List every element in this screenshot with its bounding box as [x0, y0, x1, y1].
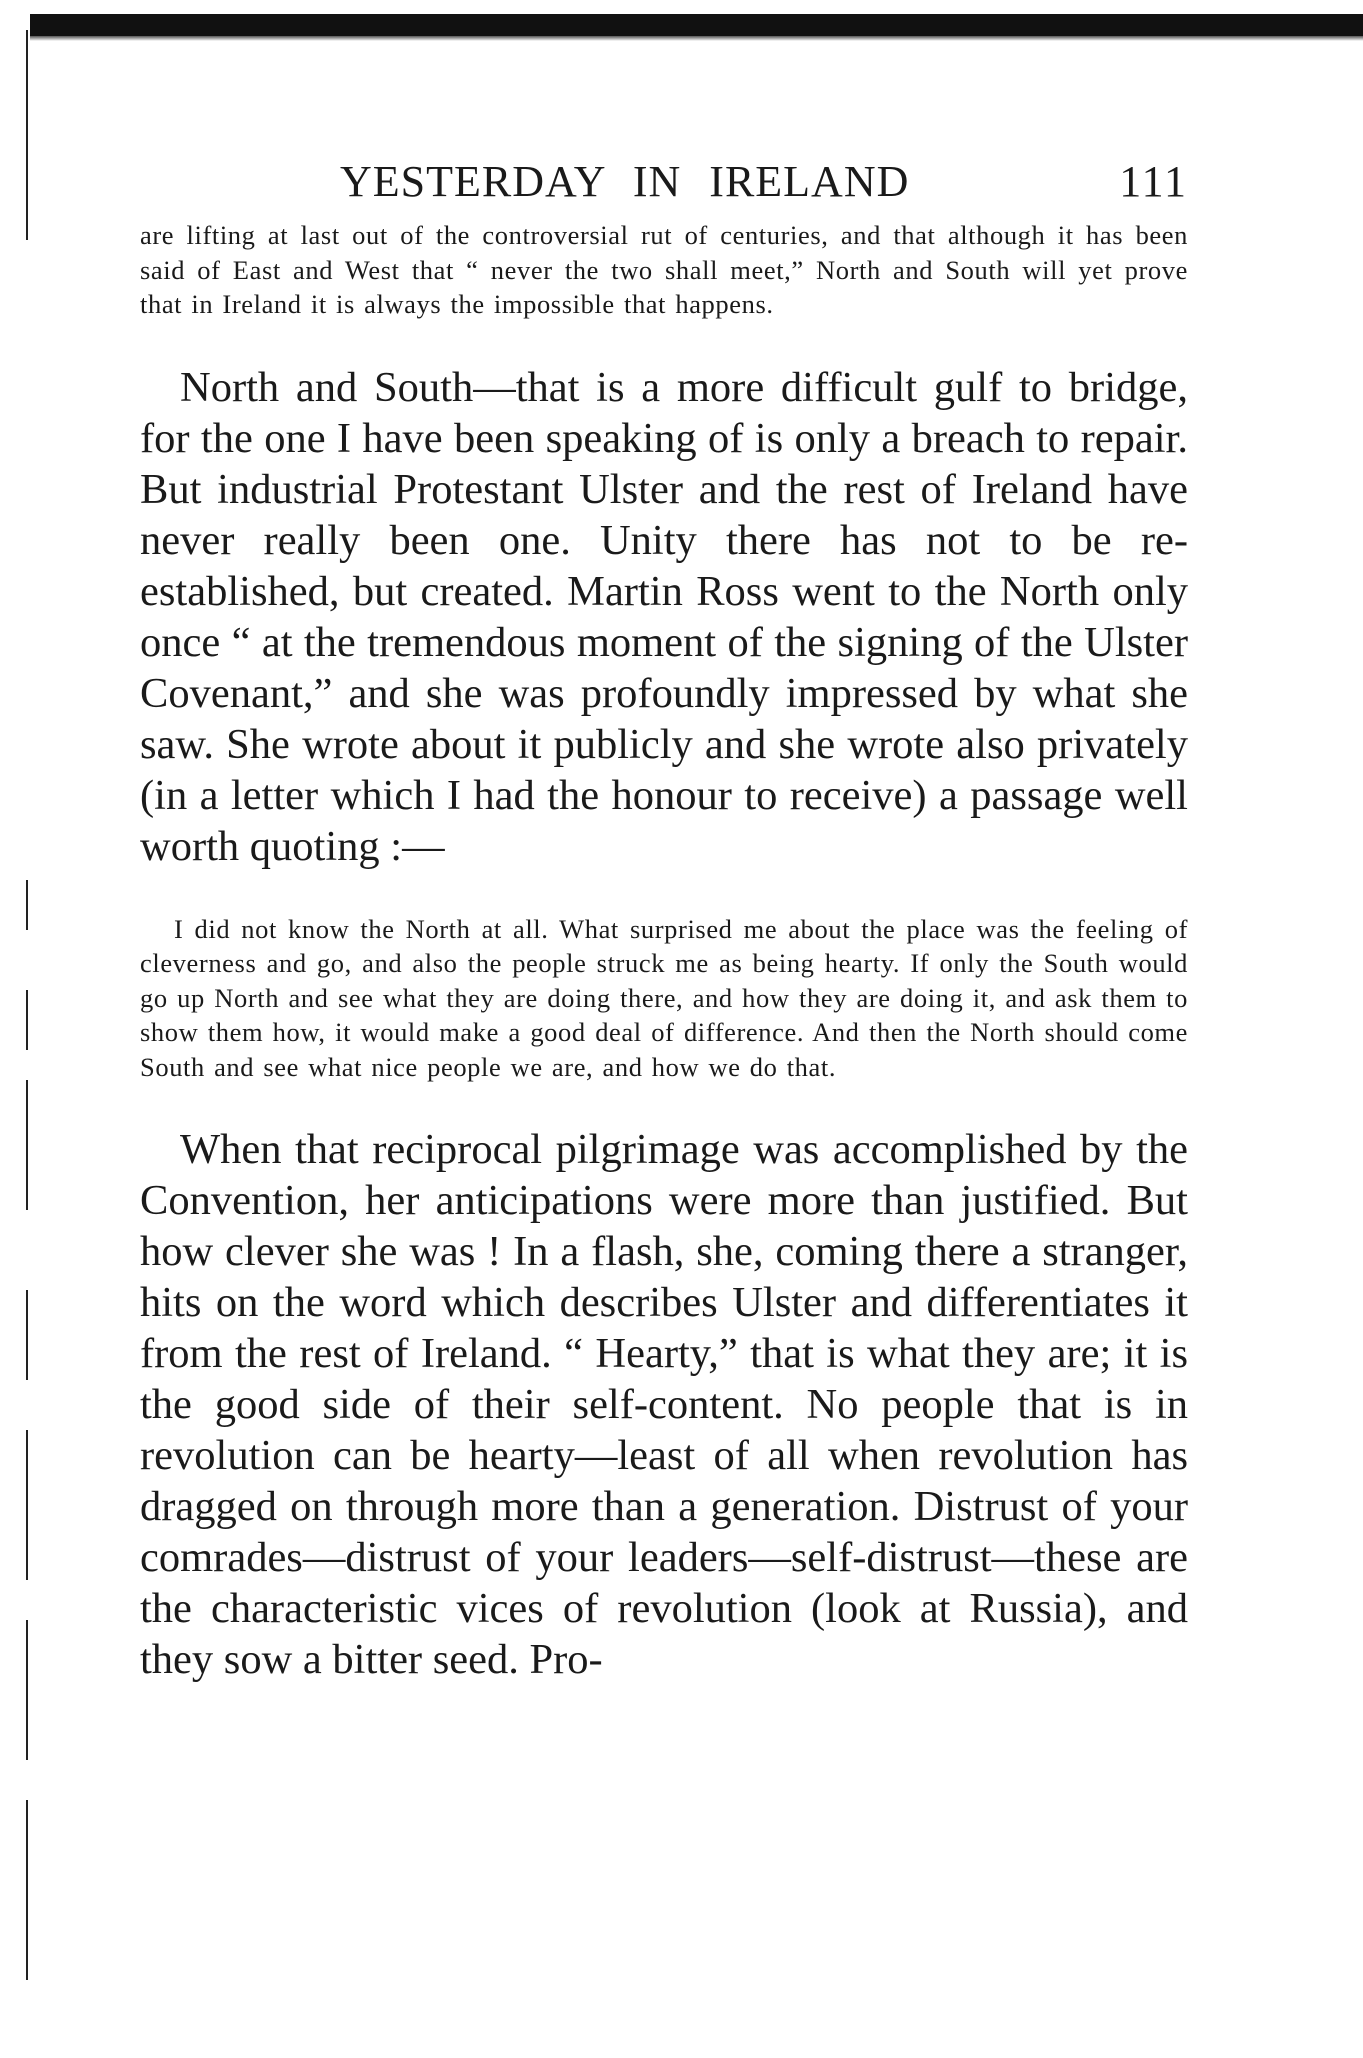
- binding-edge-mark: [26, 30, 28, 240]
- binding-edge-mark: [26, 1080, 28, 1210]
- page-number: 111: [1119, 157, 1188, 206]
- running-title: YESTERDAY IN IRELAND: [340, 157, 910, 206]
- binding-edge-mark: [26, 1430, 28, 1580]
- lead-paragraph: are lifting at last out of the controversial rut of centuries, and that although it has been said of East and West that “ never the two shall meet,” North and South will yet prove that in Ireland it is always the impossible that happens.: [140, 220, 1188, 319]
- binding-edge-mark: [26, 990, 28, 1050]
- scan-edge-shadow: [30, 36, 1363, 41]
- binding-edge-mark: [26, 1290, 28, 1380]
- page-content: [140, 150, 1188, 1685]
- running-head: [140, 150, 1188, 210]
- block-quote: I did not know the North at all. What surprised me about the place was the feeling of cleverness and go, and also the people struck me as being hearty. If only the South would go up North and see what they are doing there, and how they are doing it, and ask them to show them how, it would make a good deal of difference. And then the North should come South and see what nice people we are, and how we do that.: [140, 913, 1188, 1082]
- body-paragraph: North and South—that is a more difficult gulf to bridge, for the one I have been speaking of is only a breach to repair. But industrial Protestant Ulster and the rest of Ireland have never really been one. Unity there has not to be re-established, but created. Martin Ross went to the North only once “ at the tremendous moment of the signing of the Ulster Covenant,” and she was profoundly impressed by what she saw. She wrote about it publicly and she wrote also privately (in a letter which I had the honour to receive) a passage well worth quoting :—: [140, 363, 1188, 870]
- scan-edge-bar: [30, 14, 1363, 36]
- binding-edge-mark: [26, 1800, 28, 1980]
- binding-edge-mark: [26, 1620, 28, 1760]
- binding-edge-mark: [26, 880, 28, 930]
- body-paragraph: When that reciprocal pilgrimage was accomplished by the Convention, her anticipations were more than justified. But how clever she was ! In a flash, she, coming there a stranger, hits on the word which describes Ulster and differentiates it from the rest of Ireland. “ Hearty,” that is what they are; it is the good side of their self-content. No people that is in revolution can be hearty—least of all when revolution has dragged on through more than a generation. Distrust of your comrades—distrust of your leaders—self-distrust—these are the characteristic vices of revolution (look at Russia), and they sow a bitter seed. Pro-: [140, 1126, 1188, 1683]
